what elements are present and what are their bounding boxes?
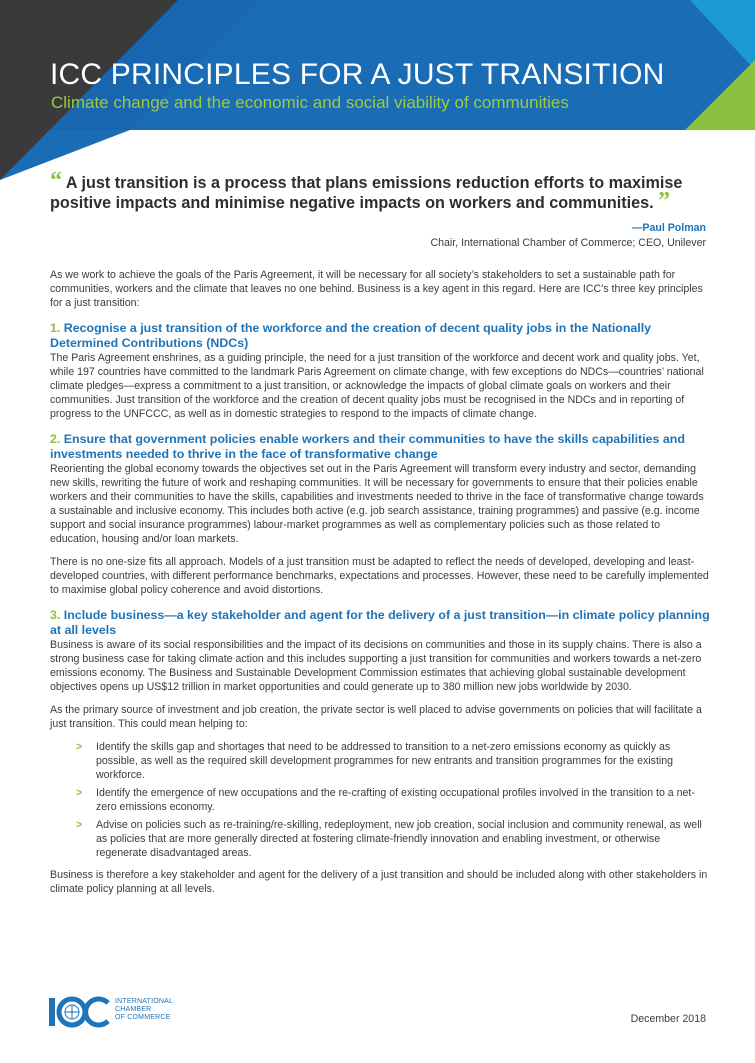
header-banner <box>0 0 755 180</box>
section-1-paragraph: The Paris Agreement enshrines, as a guiding principle, the need for a just transition of the workforce and decent work and quality jobs. Yet, while 197 countries have committed to the landmark Paris Agreement on climate change, with few exceptions do NDCs—countries’ national climate pledges—express a commitment to a just transition, or acknowledge the impacts of global climate goals on workers and their communities. Just transition of the workforce and the creation of decent quality jobs must be recognised in the NDCs and in reporting of progress to the UNFCCC, as well as in domestic strategies to respond to the impacts of climate change. <box>50 352 704 420</box>
main-content <box>50 268 710 905</box>
chevron-right-icon: > <box>76 741 83 753</box>
pull-quote <box>50 168 710 214</box>
org-line: OF COMMERCE <box>115 1014 171 1021</box>
list-item <box>50 786 710 814</box>
section-2-title: Ensure that government policies enable workers and their communities to have the skills capabilities and investments needed to thrive in the face of transformative change <box>50 432 685 461</box>
section-2-paragraph: Reorienting the global economy towards the objectives set out in the Paris Agreement will transform every industry and sector, demanding new skills, rewriting the future of work and reshaping communities. It will be necessary for governments to ensure that their policies enable workers and their communities to have the skills, capabilities and investments needed to thrive in the face of transformative change towards a sustainable and inclusive economy. This includes both active (e.g. job search assistance, training programmes) and passive (e.g. income support and social insurance programmes) labour-market programmes as well as complementary policies such as those related to education, housing and/or loan markets. <box>50 463 704 545</box>
bullet-list <box>50 740 710 860</box>
list-item-text: Identify the skills gap and shortages that need to be addressed to transition to a net-zero emissions economy as quickly as possible, as well as the required skill development programmes for new entrants and transition programmes for the existing workforce. <box>96 741 674 781</box>
section-3-paragraph: Business is aware of its social responsibilities and the impact of its decisions on communities and those in its supply chains. There is also a strong business case for taking climate action and this includes supporting a just transition for communities and workers towards a net-zero emissions economy. The Business and Sustainable Development Commission estimates that achieving global sustainable development objectives opens up US$12 trillion in market opportunities and could generate up to 380 million new jobs worldwide by 2030. <box>50 639 702 693</box>
icc-logo <box>48 995 208 1029</box>
publication-date: December 2018 <box>630 1013 706 1025</box>
quote-author-role: Chair, International Chamber of Commerce; CEO, Unilever <box>430 237 706 249</box>
close-quote-mark: ” <box>658 188 671 214</box>
chevron-right-icon: > <box>76 819 83 831</box>
section-2-paragraph: There is no one-size fits all approach. Models of a just transition must be adapted to reflect the needs of developed, developing and least-developed countries, with different performance benchmarks, expectations and processes. However, these need to be carefully implemented to maximise global policy coherence and avoid distortions. <box>50 556 709 596</box>
list-item-text: Advise on policies such as re-training/re-skilling, redeployment, new job creation, social inclusion and community renewal, as well as policies that are more generally directed at fostering climate-friendly innovation and enabling investment, or otherwise regenerate disadvantaged areas. <box>96 819 702 859</box>
section-1-heading <box>50 321 710 350</box>
org-line: CHAMBER <box>115 1006 152 1013</box>
closing-paragraph: Business is therefore a key stakeholder and agent for the delivery of a just transition and should be included along with other stakeholders in climate policy planning at all levels. <box>50 869 708 895</box>
list-item-text: Identify the emergence of new occupations and the re-crafting of existing occupational profiles involved in the transition to a net-zero emissions economy. <box>96 787 695 813</box>
section-3-heading <box>50 608 710 637</box>
section-3-title: Include business—a key stakeholder and agent for the delivery of a just transition—in climate policy planning at all levels <box>50 608 710 637</box>
section-3-number: 3. <box>50 608 61 622</box>
section-2-number: 2. <box>50 432 61 446</box>
chevron-right-icon: > <box>76 787 83 799</box>
logo-text: ICC <box>80 1028 82 1029</box>
intro-paragraph: As we work to achieve the goals of the Paris Agreement, it will be necessary for all society’s stakeholders to set a sustainable path for communities, workers and the climate that leaves no one behind. Business is a key agent in this regard. Here are ICC’s three key principles for a just transition: <box>50 269 703 309</box>
list-item <box>50 740 710 782</box>
section-3-paragraph: As the primary source of investment and job creation, the private sector is well placed to advise governments on policies that will facilitate a just transition. This could mean helping to: <box>50 704 702 730</box>
list-item <box>50 818 710 860</box>
org-line: INTERNATIONAL <box>115 998 174 1005</box>
section-2-heading <box>50 432 710 461</box>
organization-name <box>115 998 173 1022</box>
page-title: ICC PRINCIPLES FOR A JUST TRANSITION <box>50 58 665 91</box>
section-1-title: Recognise a just transition of the workforce and the creation of decent quality jobs in the Nationally Determined Contributions (NDCs) <box>50 321 652 350</box>
page-subtitle: Climate change and the economic and social viability of communities <box>51 93 569 112</box>
icc-logo-mark <box>48 995 112 1029</box>
quote-author: —Paul Polman <box>631 222 706 234</box>
quote-text: A just transition is a process that plans emissions reduction efforts to maximise positive impacts and minimise negative impacts on workers and communities. <box>50 174 683 212</box>
quote-attribution <box>430 221 706 251</box>
open-quote-mark: “ <box>50 168 62 194</box>
section-1-number: 1. <box>50 321 61 335</box>
